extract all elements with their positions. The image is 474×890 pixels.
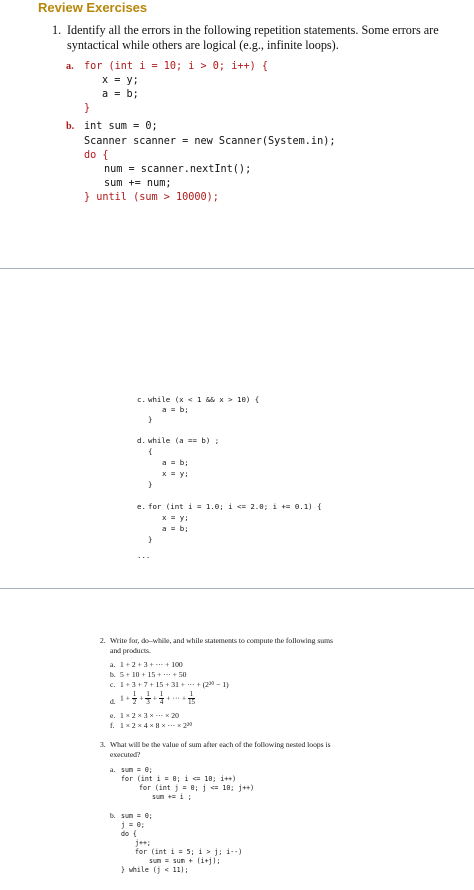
item-label: f. bbox=[110, 721, 115, 730]
code-line: { bbox=[148, 447, 153, 456]
code-line: for (int i = 0; i <= 10; i++) bbox=[121, 775, 237, 783]
math-expression: 1 + $\frac{1}{2}$ + $\frac{1}{3}$ + $\frac{1}{4}$ + ··· + $\frac{1}{15}$ bbox=[120, 691, 195, 706]
section-title: Review Exercises bbox=[38, 0, 148, 15]
question-number: 1. bbox=[52, 23, 62, 37]
fraction: $\frac{1}{4}$ bbox=[159, 691, 164, 706]
code-line: sum = 0; bbox=[121, 812, 153, 820]
exercise-1b-label bbox=[66, 120, 74, 134]
code-line: for (int j = 0; j <= 10; j++) bbox=[139, 784, 255, 792]
code-line: x = y; bbox=[162, 469, 189, 478]
code-line: for (int i = 10; i > 0; i++) { bbox=[84, 61, 269, 72]
code-line: j = 0; bbox=[121, 821, 145, 829]
item-label: a. bbox=[110, 765, 116, 774]
code-line: a = b; bbox=[162, 524, 189, 533]
item-label: b. bbox=[110, 670, 116, 679]
code-line: } until (sum > 10000); bbox=[84, 192, 219, 203]
code-line: } bbox=[148, 415, 153, 424]
code-line: } while (j < 11); bbox=[121, 866, 189, 874]
question-text: Identify all the errors in the following repetition statements. Some errors are syntactical while others are logical (e.g., infinite loops). bbox=[67, 23, 439, 52]
page-divider bbox=[0, 588, 474, 589]
item-label: d. bbox=[137, 436, 146, 445]
item-label: c. bbox=[137, 395, 146, 404]
fraction: $\frac{1}{3}$ bbox=[146, 691, 150, 706]
item-label: b. bbox=[66, 121, 75, 132]
code-line: } bbox=[148, 535, 153, 544]
page-divider bbox=[0, 268, 474, 269]
code-line: j++; bbox=[135, 839, 151, 847]
item-label: b. bbox=[110, 811, 116, 820]
math-expression: 5 + 10 + 15 + ··· + 50 bbox=[120, 670, 187, 679]
code-line: a = b; bbox=[162, 458, 189, 467]
code-line: while (a == b) ; bbox=[148, 436, 220, 445]
question-text: What will be the value of sum after each of the following nested loops is bbox=[110, 740, 331, 749]
math-expression: 1 + 3 + 7 + 15 + 31 + ··· + (2²⁰ − 1) bbox=[120, 680, 229, 689]
math-expression: 1 + 2 + 3 + ··· + 100 bbox=[120, 660, 183, 669]
question-1 bbox=[52, 23, 457, 52]
fraction: $\frac{1}{2}$ bbox=[132, 691, 137, 706]
item-label: a. bbox=[110, 660, 116, 669]
code-line: } bbox=[148, 480, 153, 489]
code-line: int sum = 0; bbox=[84, 121, 158, 132]
code-line: do { bbox=[121, 830, 137, 838]
item-label: a. bbox=[66, 61, 74, 72]
expr-mid: + ··· + bbox=[166, 693, 187, 703]
question-number: 2. bbox=[100, 636, 106, 645]
code-line: while (x < 1 && x > 10) { bbox=[148, 395, 260, 404]
math-expression: 1 × 2 × 4 × 8 × ··· × 2²⁰ bbox=[120, 721, 193, 730]
expr-prefix: 1 + bbox=[120, 693, 130, 703]
code-line: sum = sum + (i+j); bbox=[149, 857, 221, 865]
ellipsis: ... bbox=[137, 551, 151, 560]
code-line: num = scanner.nextInt(); bbox=[104, 164, 252, 175]
code-line: } bbox=[84, 103, 91, 114]
item-label: c. bbox=[110, 680, 116, 689]
code-line: a = b; bbox=[102, 89, 139, 100]
code-line: x = y; bbox=[162, 513, 189, 522]
code-line: sum += num; bbox=[104, 178, 172, 189]
item-label: e. bbox=[137, 502, 146, 511]
code-line: for (int i = 1.0; i <= 2.0; i += 0.1) { bbox=[148, 502, 322, 511]
code-line: sum += i ; bbox=[152, 793, 192, 801]
question-number: 3. bbox=[100, 740, 106, 749]
math-expression: 1 × 2 × 3 × ··· × 20 bbox=[120, 711, 179, 720]
fraction: $\frac{1}{15}$ bbox=[188, 691, 195, 706]
code-line: a = b; bbox=[162, 405, 189, 414]
question-text: and products. bbox=[110, 646, 151, 655]
code-line: sum = 0; bbox=[121, 766, 153, 774]
code-line: x = y; bbox=[102, 75, 139, 86]
item-label: d. bbox=[110, 697, 116, 706]
code-line: Scanner scanner = new Scanner(System.in); bbox=[84, 136, 336, 147]
exercise-1a-label bbox=[66, 60, 74, 74]
item-label: e. bbox=[110, 711, 116, 720]
question-text: Write for, do–while, and while statements to compute the following sums bbox=[110, 636, 333, 645]
code-line: for (int i = 5; i > j; i--) bbox=[135, 848, 243, 856]
code-line: do { bbox=[84, 150, 109, 161]
question-text: executed? bbox=[110, 750, 141, 759]
